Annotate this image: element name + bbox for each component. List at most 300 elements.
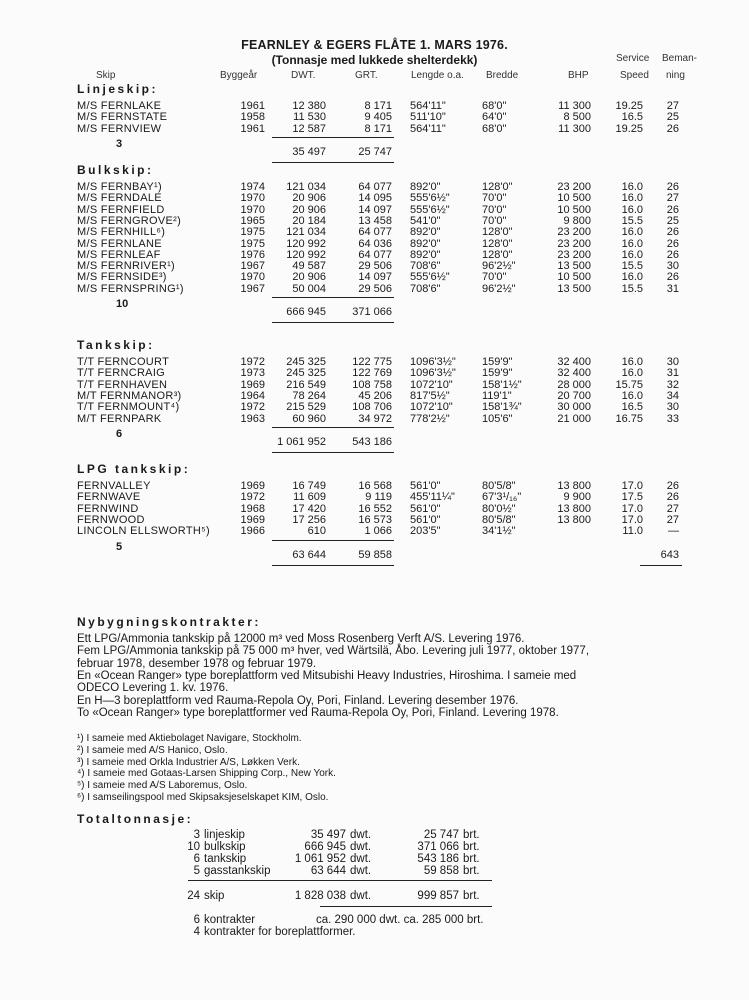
subtotal-rule-bottom	[272, 162, 394, 163]
bhp-value: 23 200	[557, 181, 591, 193]
crew-value: 33	[666, 412, 679, 425]
grt-value: 14 095	[358, 192, 392, 205]
subtotal-dwt: 35 497	[292, 145, 326, 158]
dwt-value: 121 034	[286, 226, 326, 239]
subtotal-dwt: 63 644	[292, 548, 326, 561]
totals-brt: 999 857	[417, 890, 459, 902]
subtotal-rule-top	[272, 427, 394, 428]
breadth-value: 158'1½"	[482, 378, 522, 391]
footnote: ⁵) I sameie med A/S Laboremus, Oslo.	[77, 780, 248, 792]
subtotal-rule-top	[272, 540, 394, 541]
dwt-value: 11 609	[293, 491, 326, 504]
dwt-value: 20 906	[292, 271, 326, 284]
ship-name: M/S FERNGROVE²)	[77, 214, 182, 227]
totals-dwt: 1 061 952	[294, 853, 346, 865]
ship-name: M/S FERNDALE	[77, 192, 162, 205]
speed-value: 15.5	[621, 282, 643, 295]
speed-value: 16.0	[621, 237, 643, 250]
totals-brt-unit: brt.	[463, 841, 480, 853]
built-year: 1964	[240, 389, 265, 402]
ship-name: M/T FERNPARK	[77, 412, 162, 425]
length-value: 892'0"	[410, 237, 441, 250]
crew-value: 31	[666, 367, 679, 380]
speed-value: 15.75	[615, 378, 643, 391]
bhp-value: 21 000	[557, 412, 591, 425]
grt-value: 16 573	[358, 513, 392, 526]
subtotal-rule-bottom	[272, 322, 394, 323]
totals-type: tankskip	[204, 853, 247, 865]
footnote: ⁴) I sameie med Gotaas-Larsen Shipping Corp., New York.	[77, 768, 336, 780]
length-value: 555'6½"	[410, 192, 450, 205]
speed-value: 11.0	[622, 525, 643, 538]
length-value: 892'0"	[410, 226, 441, 239]
dwt-value: 49 587	[292, 260, 326, 273]
built-year: 1970	[240, 203, 265, 216]
breadth-value: 128'0"	[482, 226, 513, 239]
breadth-value: 64'0"	[482, 111, 507, 124]
crew-value: 26	[666, 491, 679, 504]
bhp-value: 23 200	[557, 226, 591, 239]
breadth-value: 67'3¹/₁₆"	[482, 491, 522, 504]
totals-brt: 59 858	[423, 865, 459, 877]
dwt-value: 121 034	[286, 181, 326, 193]
col-header-breadth: Bredde	[486, 70, 519, 81]
grt-value: 34 972	[358, 412, 392, 425]
ship-name: LINCOLN ELLSWORTH⁵)	[77, 525, 210, 538]
bhp-value: 13 800	[557, 502, 591, 515]
length-value: 778'2½"	[410, 412, 450, 425]
col-header-dwt: DWT.	[291, 70, 316, 81]
totals-count: 24	[187, 890, 200, 902]
totals-count: 6	[193, 853, 200, 865]
dwt-value: 120 992	[286, 237, 326, 250]
totals-type: skip	[204, 890, 225, 902]
col-header-ship: Skip	[96, 70, 116, 81]
ship-name: FERNWAVE	[77, 491, 141, 504]
bhp-value: 10 500	[557, 192, 591, 205]
built-year: 1961	[240, 100, 265, 112]
ship-name: T/T FERNMOUNT⁴)	[77, 401, 180, 414]
grt-value: 14 097	[358, 271, 392, 284]
dwt-value: 215 529	[286, 401, 326, 414]
dwt-value: 20 906	[292, 203, 326, 216]
dwt-value: 245 325	[286, 356, 326, 368]
crew-value: 30	[666, 356, 679, 368]
totals-rule-bottom	[320, 906, 492, 907]
subtotal-rule-top	[272, 137, 394, 138]
ship-name: M/S FERNBAY¹)	[77, 181, 162, 193]
totals-dwt: 35 497	[310, 829, 346, 841]
grt-value: 122 775	[352, 356, 392, 368]
section-heading: Tankskip:	[77, 338, 155, 352]
breadth-value: 119'1"	[482, 389, 512, 402]
bhp-value: 9 800	[563, 214, 591, 227]
footnote: ²) I sameie med A/S Hanico, Oslo.	[77, 744, 228, 756]
breadth-value: 159'9"	[482, 367, 513, 380]
crew-total-rule	[640, 565, 682, 566]
grt-value: 45 206	[358, 389, 392, 402]
newbuild-line: Ett LPG/Ammonia tankskip på 12000 m³ ved Moss Rosenberg Verft A/S. Levering 1976.	[77, 633, 525, 645]
speed-value: 16.5	[621, 111, 643, 124]
section-heading: Bulkskip:	[77, 163, 154, 177]
crew-value: 26	[666, 480, 679, 492]
dwt-value: 50 004	[292, 282, 326, 295]
grt-value: 8 171	[364, 100, 392, 112]
built-year: 1969	[240, 378, 265, 391]
bhp-value: 23 200	[557, 248, 591, 261]
built-year: 1976	[240, 248, 265, 261]
col-header-bhp: BHP	[568, 70, 589, 81]
page-title: FEARNLEY & EGERS FLÅTE 1. MARS 1976.	[241, 38, 508, 52]
breadth-value: 128'0"	[482, 248, 513, 261]
grt-value: 14 097	[358, 203, 392, 216]
speed-value: 16.0	[621, 192, 643, 205]
ship-name: M/T FERNMANOR³)	[77, 389, 182, 402]
breadth-value: 105'6"	[482, 412, 513, 425]
built-year: 1974	[240, 181, 265, 193]
col-header-crew: ning	[666, 70, 685, 81]
totals-brt-unit: brt.	[463, 865, 480, 877]
totals-heading: Totaltonnasje:	[77, 812, 194, 826]
col-header-length: Lengde o.a.	[411, 70, 464, 81]
length-value: 561'0"	[410, 480, 441, 492]
speed-value: 16.5	[621, 401, 643, 414]
length-value: 555'6½"	[410, 203, 450, 216]
speed-value: 15.5	[621, 214, 643, 227]
built-year: 1972	[240, 401, 265, 414]
speed-value: 16.0	[621, 226, 643, 239]
breadth-value: 158'1¾"	[482, 401, 522, 414]
length-value: 1096'3½"	[410, 367, 456, 380]
dwt-value: 78 264	[292, 389, 326, 402]
grt-value: 16 552	[358, 502, 392, 515]
grt-value: 29 506	[358, 260, 392, 273]
bhp-value: 11 300	[558, 100, 591, 112]
grt-value: 64 077	[358, 248, 392, 261]
length-value: 564'11"	[410, 100, 446, 112]
bhp-value: 8 500	[563, 111, 591, 124]
dwt-value: 11 530	[293, 111, 326, 124]
crew-value: 26	[666, 122, 679, 135]
speed-value: 16.0	[621, 181, 643, 193]
subtotal-grt: 25 747	[358, 145, 392, 158]
crew-value: 26	[666, 203, 679, 216]
dwt-value: 216 549	[286, 378, 326, 391]
speed-value: 16.75	[615, 412, 643, 425]
page-subtitle: (Tonnasje med lukkede shelterdekk)	[271, 53, 478, 67]
breadth-value: 96'2½"	[482, 260, 516, 273]
built-year: 1975	[240, 226, 265, 239]
ship-name: M/S FERNFIELD	[77, 203, 165, 216]
grt-value: 8 171	[364, 122, 392, 135]
length-value: 892'0"	[410, 248, 441, 261]
totals-type: gasstankskip	[204, 865, 271, 877]
footnote: ¹) I sameie med Aktiebolaget Navigare, Stockholm.	[77, 733, 302, 744]
built-year: 1961	[240, 122, 265, 135]
crew-value: —	[668, 525, 679, 538]
newbuild-line: Fem LPG/Ammonia tankskip på 75 000 m³ hver, ved Wärtsilä, Åbo. Levering juli 1977, oktober 1977,	[77, 645, 590, 658]
dwt-value: 20 184	[292, 214, 326, 227]
built-year: 1972	[240, 491, 265, 504]
breadth-value: 128'0"	[482, 181, 513, 193]
grt-value: 9 119	[365, 491, 392, 504]
bhp-value: 20 700	[557, 389, 591, 402]
ship-name: M/S FERNSIDE³)	[77, 271, 167, 284]
breadth-value: 80'5/8"	[482, 480, 516, 492]
dwt-value: 120 992	[286, 248, 326, 261]
built-year: 1969	[240, 480, 265, 492]
totals-brt-unit: brt.	[463, 853, 480, 865]
breadth-value: 70'0"	[482, 271, 507, 284]
col-header-crew-top: Beman-	[662, 53, 698, 64]
breadth-value: 159'9"	[482, 356, 513, 368]
built-year: 1968	[240, 502, 265, 515]
speed-value: 16.0	[621, 271, 643, 284]
subtotal-grt: 543 186	[352, 435, 392, 448]
speed-value: 19.25	[615, 100, 643, 112]
ship-name: M/S FERNLEAF	[77, 248, 161, 261]
length-value: 1096'3½"	[410, 356, 456, 368]
length-value: 1072'10"	[410, 378, 453, 391]
built-year: 1967	[240, 260, 265, 273]
grt-value: 108 706	[352, 401, 392, 414]
ship-name: M/S FERNSTATE	[77, 111, 168, 124]
built-year: 1969	[240, 513, 265, 526]
totals-dwt-unit: dwt.	[350, 829, 372, 841]
bhp-value: 32 400	[557, 356, 591, 368]
totals-dwt-unit: dwt.	[350, 853, 372, 865]
dwt-value: 17 420	[292, 502, 326, 515]
ship-name: M/S FERNSPRING¹)	[77, 282, 184, 295]
bhp-value: 10 500	[557, 271, 591, 284]
grt-value: 64 077	[358, 226, 392, 239]
speed-value: 17.0	[621, 480, 643, 492]
ship-name: FERNVALLEY	[77, 480, 151, 492]
length-value: 561'0"	[410, 513, 441, 526]
breadth-value: 34'1½"	[482, 525, 516, 538]
footnote: ⁶) I samseilingspool med Skipsaksjeselskapet KIM, Oslo.	[77, 792, 329, 803]
grt-value: 64 036	[358, 237, 392, 250]
bhp-value: 13 500	[557, 282, 591, 295]
built-year: 1975	[240, 237, 265, 250]
totals-type: bulkskip	[204, 841, 246, 853]
length-value: 817'5½"	[410, 389, 450, 402]
totals-count: 10	[187, 841, 200, 853]
totals-count: 5	[193, 865, 200, 877]
ship-name: FERNWIND	[77, 502, 139, 515]
ship-name: M/S FERNHILL⁶)	[77, 226, 166, 239]
breadth-value: 96'2½"	[482, 282, 516, 295]
section-heading: LPG tankskip:	[77, 462, 191, 476]
bhp-value: 32 400	[557, 367, 591, 380]
newbuild-line: februar 1978, desember 1978 og februar 1979.	[77, 657, 317, 670]
crew-value: 25	[666, 111, 679, 124]
speed-value: 16.0	[621, 389, 643, 402]
footnote: ³) I sameie med Orkla Industrier A/S, Løkken Verk.	[77, 756, 300, 768]
bhp-value: 10 500	[557, 203, 591, 216]
speed-value: 16.0	[621, 356, 643, 368]
grt-value: 1 066	[364, 525, 392, 538]
totals-dwt: 63 644	[310, 865, 346, 877]
crew-value: 26	[666, 271, 679, 284]
speed-value: 15.5	[621, 260, 643, 273]
totals-count: 3	[193, 829, 200, 841]
speed-value: 16.0	[621, 248, 643, 261]
speed-value: 16.0	[621, 367, 643, 380]
built-year: 1958	[240, 111, 265, 124]
dwt-value: 12 380	[292, 100, 326, 112]
length-value: 564'11"	[410, 122, 446, 135]
length-value: 203'5"	[410, 525, 441, 538]
length-value: 511'10"	[410, 111, 446, 124]
built-year: 1965	[240, 214, 265, 227]
subtotal-dwt: 1 061 952	[277, 435, 326, 448]
bhp-value: 30 000	[557, 401, 591, 414]
crew-value: 27	[666, 100, 679, 112]
totals-brt: 25 747	[423, 829, 459, 841]
grt-value: 9 405	[364, 111, 392, 124]
subtotal-grt: 371 066	[352, 306, 392, 318]
length-value: 892'0"	[410, 181, 441, 193]
totals-dwt-unit: dwt.	[350, 841, 372, 853]
built-year: 1972	[240, 356, 265, 368]
built-year: 1966	[240, 525, 265, 538]
subtotal-rule-bottom	[272, 565, 394, 566]
totals-dwt-unit: dwt.	[350, 865, 372, 877]
totals-platform-label: kontrakter for boreplattformer.	[204, 926, 356, 938]
bhp-value: 23 200	[557, 237, 591, 250]
crew-value: 26	[666, 226, 679, 239]
totals-brt: 543 186	[417, 853, 459, 865]
totals-contract-count: 6	[193, 914, 200, 926]
totals-dwt: 1 828 038	[294, 890, 346, 902]
dwt-value: 16 749	[292, 480, 326, 492]
subtotal-dwt: 666 945	[286, 306, 326, 318]
section-count: 3	[116, 137, 123, 150]
crew-value: 26	[666, 248, 679, 261]
breadth-value: 80'5/8"	[482, 513, 516, 526]
ship-name: FERNWOOD	[77, 513, 145, 526]
built-year: 1963	[240, 412, 265, 425]
totals-dwt-unit: dwt.	[350, 890, 372, 902]
bhp-value: 13 500	[557, 260, 591, 273]
crew-value: 25	[666, 214, 679, 227]
bhp-value: 9 900	[563, 491, 591, 504]
built-year: 1973	[240, 367, 265, 380]
subtotal-crew: 643	[660, 548, 679, 561]
dwt-value: 17 256	[292, 513, 326, 526]
crew-value: 26	[666, 237, 679, 250]
section-count: 6	[116, 427, 123, 440]
grt-value: 64 077	[358, 181, 392, 193]
length-value: 555'6½"	[410, 271, 450, 284]
grt-value: 13 458	[358, 214, 392, 227]
crew-value: 26	[666, 181, 679, 193]
speed-value: 17.5	[621, 491, 643, 504]
dwt-value: 20 906	[292, 192, 326, 205]
section-count: 10	[116, 298, 129, 310]
col-header-speed: Speed	[620, 70, 649, 81]
breadth-value: 80'0½"	[482, 502, 516, 515]
breadth-value: 70'0"	[482, 192, 507, 205]
subtotal-rule-bottom	[272, 452, 394, 453]
totals-contract-label: kontrakter	[204, 914, 256, 926]
dwt-value: 12 587	[292, 122, 326, 135]
newbuild-line: En H—3 boreplattform ved Rauma-Repola Oy, Pori, Finland. Levering desember 1976.	[77, 694, 519, 707]
subtotal-grt: 59 858	[358, 548, 392, 561]
breadth-value: 68'0"	[482, 122, 507, 135]
ship-name: M/S FERNRIVER¹)	[77, 260, 175, 273]
grt-value: 16 568	[358, 480, 392, 492]
newbuild-line: To «Ocean Ranger» type boreplattformer ved Rauma-Repola Oy, Pori, Finland. Levering 1978.	[77, 706, 559, 719]
ship-name: T/T FERNHAVEN	[77, 378, 168, 391]
breadth-value: 70'0"	[482, 214, 507, 227]
bhp-value: 13 800	[557, 480, 591, 492]
crew-value: 27	[666, 192, 679, 205]
crew-value: 30	[666, 260, 679, 273]
newbuild-line: ODECO Levering 1. kv. 1976.	[77, 682, 229, 695]
speed-value: 19.25	[615, 122, 643, 135]
totals-brt-unit: brt.	[463, 890, 480, 902]
col-header-service: Service	[616, 53, 650, 64]
built-year: 1970	[240, 192, 265, 205]
speed-value: 17.0	[621, 502, 643, 515]
totals-contract-tonnage: ca. 290 000 dwt. ca. 285 000 brt.	[316, 914, 484, 926]
built-year: 1970	[240, 271, 265, 284]
totals-platform-count: 4	[193, 926, 200, 938]
grt-value: 108 758	[352, 378, 392, 391]
speed-value: 16.0	[621, 203, 643, 216]
breadth-value: 70'0"	[482, 203, 507, 216]
ship-name: M/S FERNVIEW	[77, 122, 162, 135]
section-count: 5	[116, 540, 123, 553]
ship-name: T/T FERNCOURT	[77, 356, 170, 368]
subtotal-rule-top	[272, 297, 394, 298]
crew-value: 30	[666, 401, 679, 414]
ship-name: M/S FERNLAKE	[77, 100, 162, 112]
length-value: 708'6"	[410, 282, 441, 295]
speed-value: 17.0	[621, 513, 643, 526]
crew-value: 27	[666, 513, 679, 526]
newbuild-heading: Nybygningskontrakter:	[77, 615, 261, 629]
col-header-built: Byggeår	[220, 70, 258, 81]
bhp-value: 13 800	[557, 513, 591, 526]
built-year: 1967	[240, 282, 265, 295]
grt-value: 29 506	[358, 282, 392, 295]
bhp-value: 28 000	[557, 378, 591, 391]
totals-brt-unit: brt.	[463, 829, 480, 841]
grt-value: 122 769	[352, 367, 392, 380]
crew-value: 31	[666, 282, 679, 295]
dwt-value: 610	[307, 525, 326, 538]
section-heading: Linjeskip:	[77, 82, 159, 96]
length-value: 708'6"	[410, 260, 441, 273]
length-value: 561'0"	[410, 502, 441, 515]
totals-dwt: 666 945	[304, 841, 346, 853]
length-value: 1072'10"	[410, 401, 453, 414]
totals-type: linjeskip	[204, 829, 245, 841]
length-value: 541'0"	[410, 214, 441, 227]
ship-name: T/T FERNCRAIG	[77, 367, 166, 380]
dwt-value: 60 960	[292, 412, 326, 425]
totals-brt: 371 066	[417, 841, 459, 853]
totals-rule-top	[188, 880, 492, 881]
ship-name: M/S FERNLANE	[77, 237, 162, 250]
col-header-grt: GRT.	[355, 70, 378, 81]
crew-value: 27	[666, 502, 679, 515]
dwt-value: 245 325	[286, 367, 326, 380]
crew-value: 34	[666, 389, 679, 402]
